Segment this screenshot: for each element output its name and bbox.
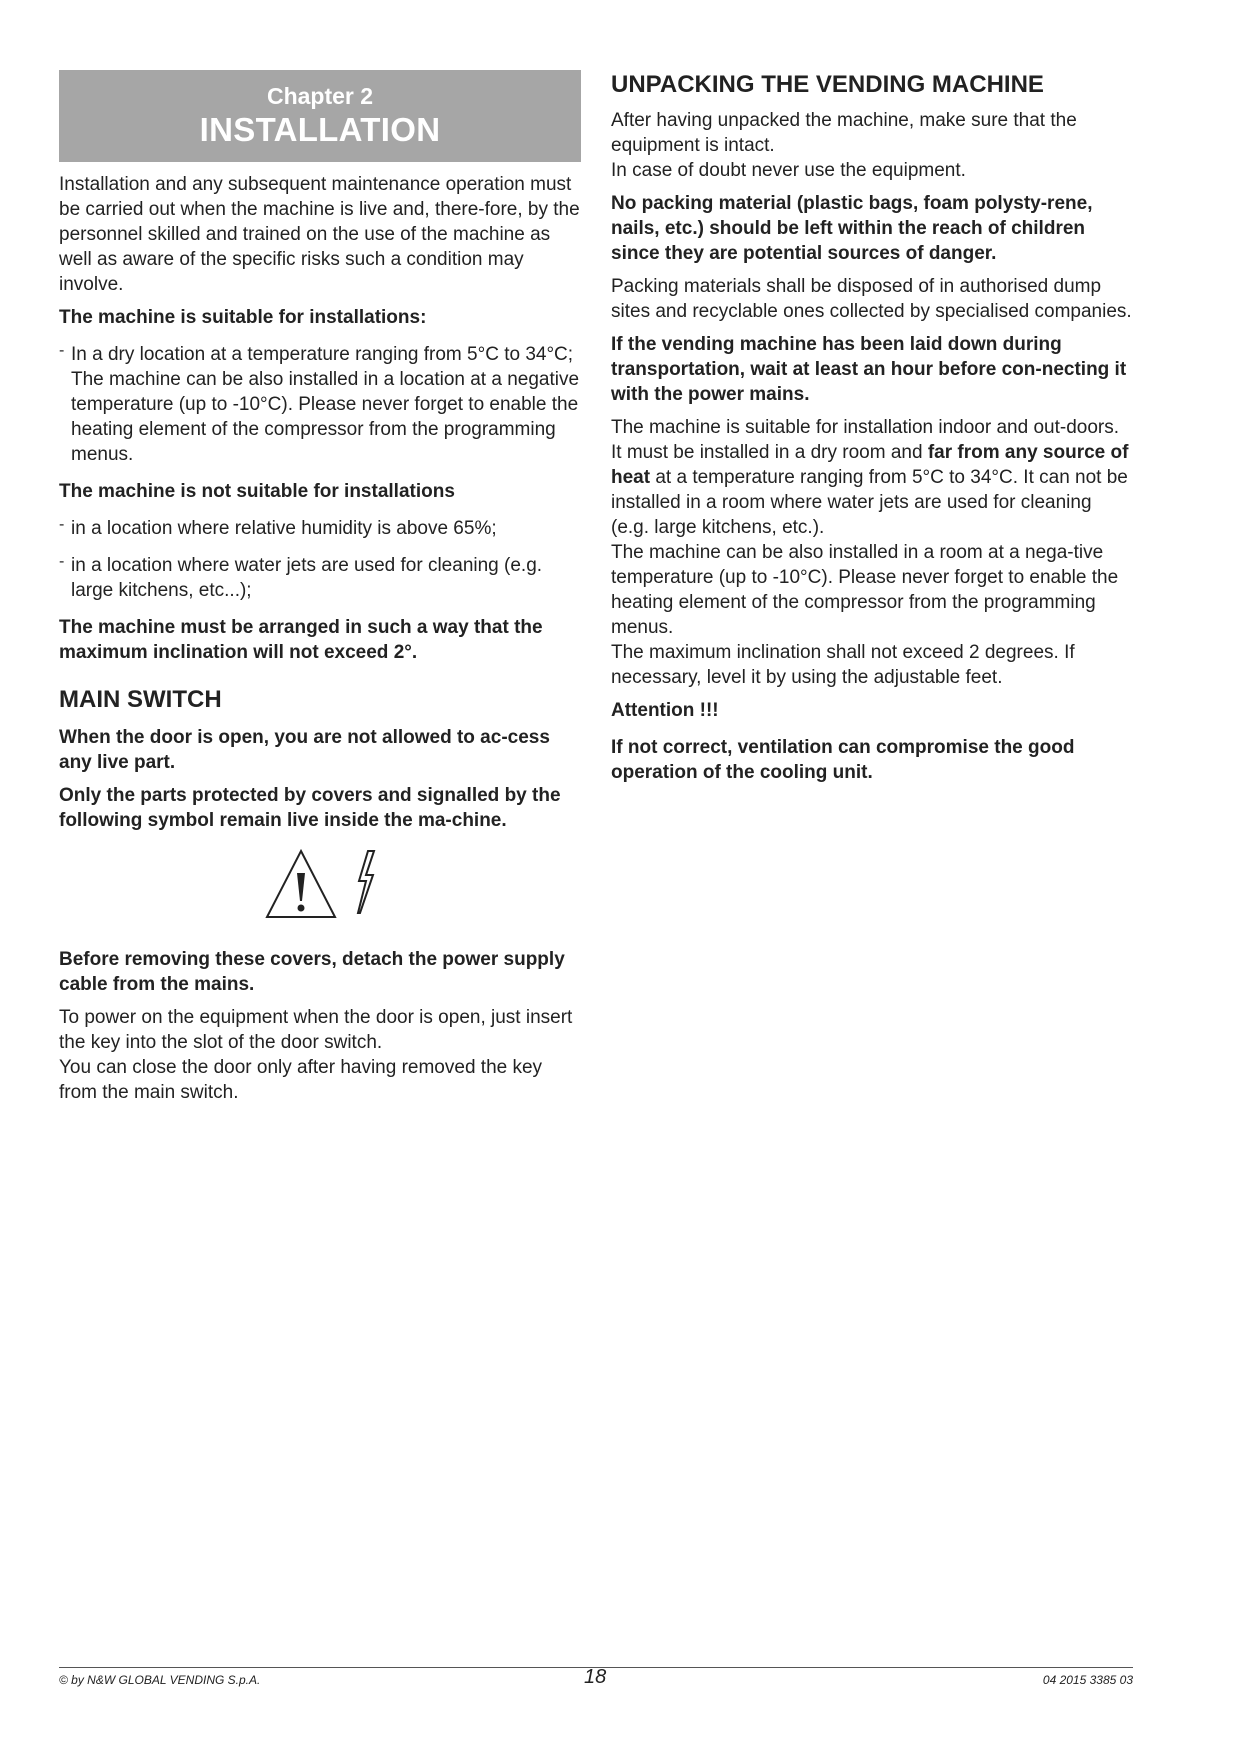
negative-temp-paragraph: The machine can be also installed in a room at a nega-tive temperature (up to -10°C). Please never forget to enable the heating element of the compressor from the programming menus. <box>611 542 1119 638</box>
document-code: 04 2015 3385 03 <box>1042 1673 1133 1687</box>
intro-paragraph: Installation and any subsequent maintenance operation must be carried out when the machine is live and, there-fore, by the personnel skilled and trained on the use of the machine as well as aware of the specific risks such a condition may involve. <box>59 174 580 295</box>
suitable-item: - In a dry location at a temperature ranging from 5°C to 34°C; The machine can be also installed in a location at a negative temperature (up to -10°C). Please never forget to enable the heating element of the compressor from the programming menus. <box>59 342 580 465</box>
ventilation-warning: If not correct, ventilation can compromise the good operation of the cooling unit. <box>611 737 1075 783</box>
not-suitable-item: - in a location where water jets are used for cleaning (e.g. large kitchens, etc...); <box>59 553 581 603</box>
indoor-outdoor-paragraph: The machine is suitable for installation indoor and out-doors. <box>611 417 1120 438</box>
not-suitable-heading: The machine is not suitable for installations <box>59 481 455 502</box>
attention-label: Attention !!! <box>611 700 719 721</box>
unpack-paragraph: After having unpacked the machine, make sure that the equipment is intact. <box>611 110 1077 156</box>
inclination-note: The machine must be arranged in such a way that the maximum inclination will not exceed 2°. <box>59 617 543 663</box>
packing-warning: No packing material (plastic bags, foam polysty-rene, nails, etc.) should be left within the reach of children since they are potential sources of danger. <box>611 193 1093 264</box>
right-column <box>611 70 1133 785</box>
not-suitable-item: - in a location where relative humidity is above 65%; <box>59 516 581 541</box>
lightning-bolt-icon <box>358 851 374 913</box>
chapter-label: Chapter 2 <box>266 83 374 109</box>
suitable-item-note: The machine can be also installed in a location at a negative temperature (up to -10°C). Please never forget to enable the heating element of the compressor from the programming menus. <box>71 369 580 465</box>
footer-copyright: © by N&W GLOBAL VENDING S.p.A. <box>59 1673 261 1687</box>
covers-warning: Only the parts protected by covers and signalled by the following symbol remain live inside the ma-chine. <box>59 785 561 831</box>
main-switch-heading: MAIN SWITCH <box>59 686 222 713</box>
close-door-text: You can close the door only after having removed the key from the main switch. <box>59 1057 543 1103</box>
max-inclination-paragraph: The maximum inclination shall not exceed 2 degrees. If necessary, level it by using the adjustable feet. <box>611 642 1075 688</box>
heat-source-emphasis: far from any source of heat <box>611 442 1129 488</box>
detach-warning: Before removing these covers, detach the power supply cable from the mains. <box>59 949 565 995</box>
unpacking-heading: UNPACKING THE VENDING MACHINE <box>611 71 1044 98</box>
left-column <box>59 70 581 1105</box>
warning-triangle-icon <box>265 847 385 923</box>
danger-symbol <box>59 847 581 927</box>
door-open-warning: When the door is open, you are not allowed to ac-cess any live part. <box>59 727 550 773</box>
power-on-text: To power on the equipment when the door is open, just insert the key into the slot of the door switch. <box>59 1007 573 1053</box>
suitable-item-text: In a dry location at a temperature ranging from 5°C to 34°C; <box>71 344 574 365</box>
not-suitable-item-text: in a location where relative humidity is above 65%; <box>71 518 497 539</box>
chapter-header <box>59 70 581 162</box>
chapter-title: INSTALLATION <box>199 111 441 148</box>
not-suitable-item-text: in a location where water jets are used for cleaning (e.g. large kitchens, etc...); <box>71 555 543 601</box>
dry-room-paragraph: It must be installed in a dry room and far from any source of heat at a temperature ranging from 5°C to 34°C. It can not be installed in a room where water jets are used for cleaning (e.g. large kitchens, etc.). <box>611 442 1129 538</box>
packing-disposal: Packing materials shall be disposed of in authorised dump sites and recyclable ones collected by specialised companies. <box>611 276 1132 322</box>
page-number: 18 <box>584 1666 607 1688</box>
suitable-heading: The machine is suitable for installations: <box>59 307 427 328</box>
laid-down-warning: If the vending machine has been laid down during transportation, wait at least an hour before con-necting it with the power mains. <box>611 334 1127 405</box>
doubt-paragraph: In case of doubt never use the equipment. <box>611 160 966 181</box>
